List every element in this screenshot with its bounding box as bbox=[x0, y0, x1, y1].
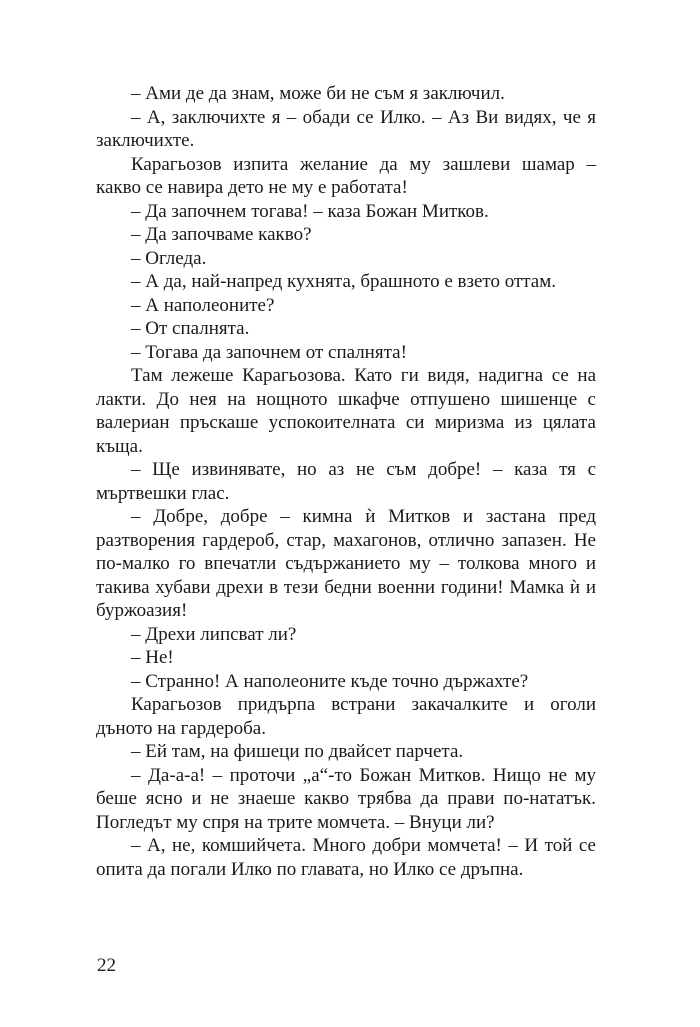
paragraph: Карагьозов изпита желание да му зашлеви шамар – какво се навира дето не му е работата! bbox=[96, 153, 596, 198]
paragraph: – Ами де да знам, може би не съм я заключил. bbox=[131, 83, 505, 104]
paragraph: – А, не, комшийчета. Много добри момчета! – И той се опита да погали Илко по главата, но Илко се дръпна. bbox=[96, 835, 596, 880]
page-text bbox=[96, 82, 596, 881]
paragraph: – Тогава да започнем от спалнята! bbox=[131, 341, 407, 363]
paragraph: – Ще извинявате, но аз не съм добре! – каза тя с мъртвешки глас. bbox=[96, 459, 596, 504]
paragraph: – Ей там, на фишеци по двайсет парчета. bbox=[131, 741, 464, 762]
paragraph: – А наполеоните? bbox=[131, 294, 275, 316]
paragraph: Там лежеше Карагьозова. Като ги видя, надигна се на лакти. До нея на нощното шкафче отпушено шишенце с валериан пръскаше успокоителната си миризма из цялата къща. bbox=[96, 365, 596, 457]
paragraph: – Странно! А наполеоните къде точно държахте? bbox=[131, 670, 529, 692]
paragraph: – Добре, добре – кимна ѝ Митков и застана пред разтворения гардероб, стар, махагонов, отлично запазен. Не по-малко го впечатли съдържанието му – толкова много и такива хубави дрехи в тези бедни военни години! Мамка ѝ и буржоазия! bbox=[96, 506, 596, 621]
paragraph: – От спалнята. bbox=[131, 318, 250, 339]
paragraph: – Да-а-а! – проточи „а“-то Божан Митков. Нищо не му беше ясно и не знаеше какво трябва да прави по-нататък. Погледът му спря на трите момчета. – Внуци ли? bbox=[96, 764, 596, 833]
paragraph: – А, заключихте я – обади се Илко. – Аз Ви видях, че я заключихте. bbox=[96, 106, 596, 151]
paragraph: – Огледа. bbox=[131, 247, 207, 269]
paragraph: – А да, най-напред кухнята, брашното е взето оттам. bbox=[131, 271, 557, 292]
paragraph: Карагьозов придърпа встрани закачалките и оголи дъното на гардероба. bbox=[96, 694, 596, 739]
page-number: 22 bbox=[97, 955, 116, 976]
paragraph: – Не! bbox=[131, 647, 174, 668]
paragraph: – Дрехи липсват ли? bbox=[131, 623, 297, 645]
paragraph: – Да започнем тогава! – каза Божан Митков. bbox=[131, 200, 489, 222]
paragraph: – Да започваме какво? bbox=[131, 224, 312, 245]
